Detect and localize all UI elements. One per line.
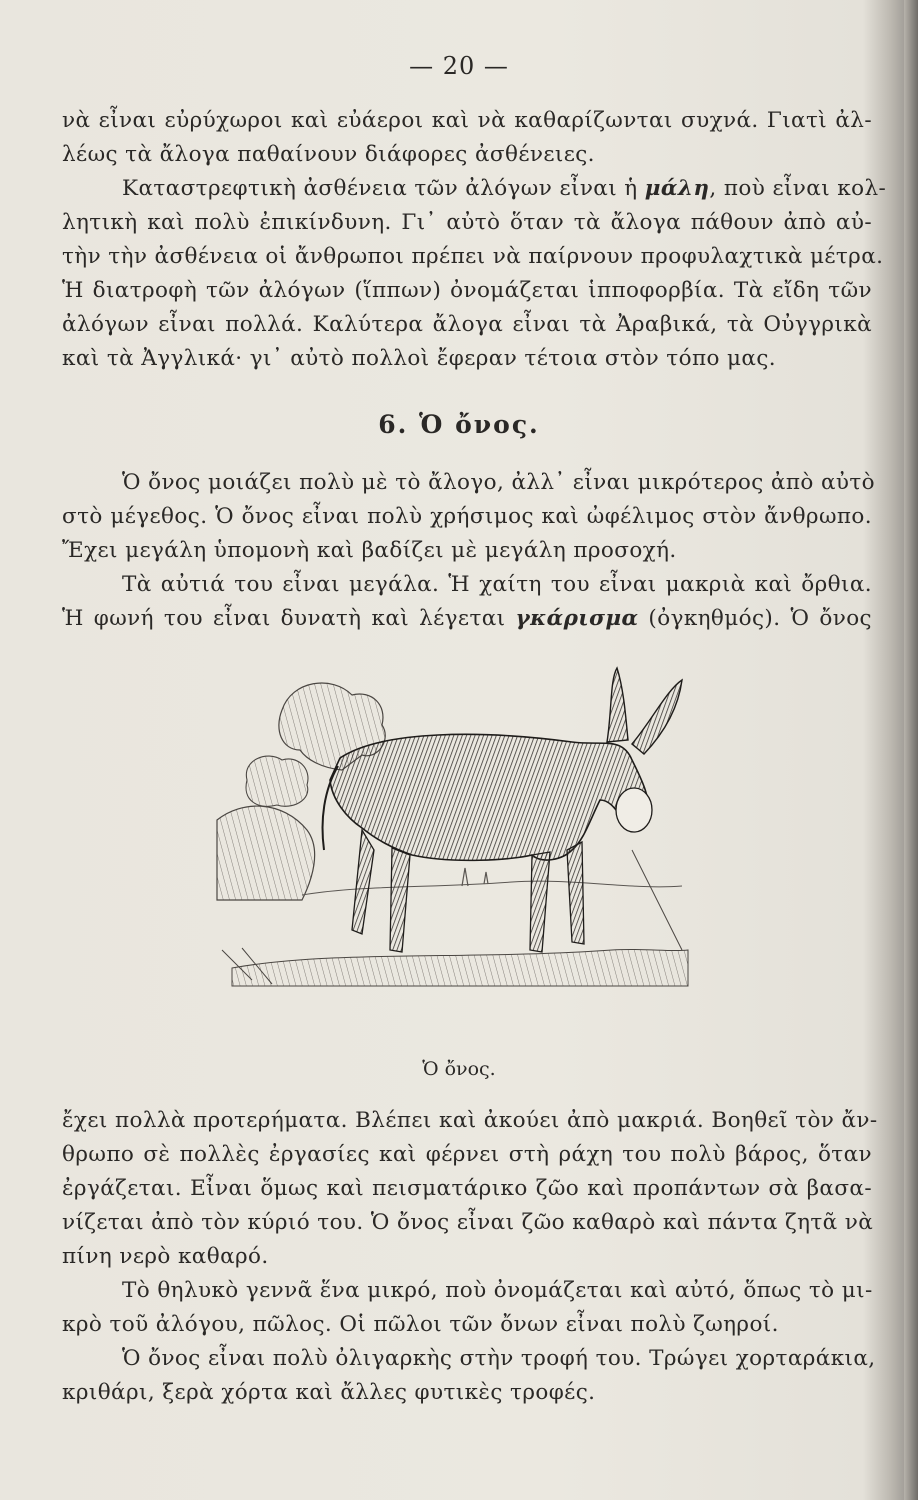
text-line: ἔχει πολλὰ προτερήματα. Βλέπει καὶ ἀκούει ἀπὸ μακριά. Βοηθεῖ τὸν ἄν- — [62, 1108, 878, 1133]
text-line: στὸ μέγεθος. Ὁ ὄνος εἶναι πολὺ χρήσιμος καὶ ὠφέλιμος στὸν ἄνθρωπο. — [62, 504, 872, 529]
text-line: λέως τὰ ἄλογα παθαίνουν διάφορες ἀσθένειες. — [62, 142, 595, 167]
text-line: νὰ εἶναι εὐρύχωροι καὶ εὐάεροι καὶ νὰ καθαρίζωνται συχνά. Γιατὶ ἀλ- — [62, 108, 872, 133]
text-line: ἐργάζεται. Εἶναι ὅμως καὶ πεισματάρικο ζῶο καὶ προπάντων σὰ βασα- — [62, 1176, 872, 1201]
illustration-caption: Ὁ ὄνος. — [422, 1058, 496, 1080]
bush-shape — [246, 756, 308, 806]
text-line-garisma: Ἡ φωνή του εἶναι δυνατὴ καὶ λέγεται γκάρισμα (ὀγκηθμός). Ὁ ὄνος — [62, 606, 872, 631]
text-line: Ἔχει μεγάλη ὑπομονὴ καὶ βαδίζει μὲ μεγάλη προσοχή. — [62, 538, 677, 563]
paragraph-block-donkey-intro — [62, 466, 875, 636]
donkey-leg — [567, 842, 584, 944]
donkey-leg — [352, 830, 374, 934]
donkey-body — [330, 734, 649, 860]
text-line: κριθάρι, ξερὰ χόρτα καὶ ἄλλες φυτικὲς τροφές. — [62, 1380, 596, 1405]
text-line: κρὸ τοῦ ἀλόγου, πῶλος. Οἱ πῶλοι τῶν ὄνων εἶναι πολὺ ζωηροί. — [62, 1312, 779, 1337]
text-line-malis: Καταστρεφτικὴ ἀσθένεια τῶν ἀλόγων εἶναι ἡ μάλη, ποὺ εἶναι κολ- — [122, 176, 887, 201]
text-line: Τὸ θηλυκὸ γεννᾶ ἕνα μικρό, ποὺ ὀνομάζεται καὶ αὐτό, ὅπως τὸ μι- — [122, 1278, 873, 1303]
text-line: πίνη νερὸ καθαρό. — [62, 1244, 269, 1269]
donkey-leg — [530, 852, 550, 952]
rock-shape — [217, 806, 315, 900]
text-line: Ὁ ὄνος μοιάζει πολὺ μὲ τὸ ἄλογο, ἀλλ᾿ εἶναι μικρότερος ἀπὸ αὐτὸ — [122, 470, 875, 495]
donkey-leg — [390, 848, 410, 952]
text-line: νίζεται ἀπὸ τὸν κύριό του. Ὁ ὄνος εἶναι ζῶο καθαρὸ καὶ πάντα ζητᾶ νὰ — [62, 1210, 874, 1235]
donkey-ear-left — [607, 668, 628, 742]
text-line: καὶ τὰ Ἀγγλικά· γι᾿ αὐτὸ πολλοὶ ἔφεραν τέτοια στὸν τόπο μας. — [62, 346, 777, 371]
emphasized-term: γκάρισμα — [515, 606, 639, 631]
donkey-illustration — [212, 650, 690, 1040]
paragraph-block-horse-care — [62, 104, 887, 376]
distant-trees — [462, 868, 488, 886]
text-line: θρωπο σὲ πολλὲς ἐργασίες καὶ φέρνει στὴ ράχη του πολὺ βάρος, ὅταν — [62, 1142, 872, 1167]
page-edge-shadow — [904, 0, 918, 1500]
text-line: λητικὴ καὶ πολὺ ἐπικίνδυνη. Γι᾿ αὐτὸ ὅταν τὰ ἄλογα πάθουν ἀπὸ αὐ- — [62, 210, 872, 235]
text-line: Ὁ ὄνος εἶναι πολὺ ὀλιγαρκὴς στὴν τροφή του. Τρώγει χορταράκια, — [122, 1346, 876, 1371]
donkey-muzzle — [616, 788, 652, 832]
paragraph-block-donkey-traits — [62, 1104, 878, 1410]
page-number: — 20 — — [409, 52, 509, 80]
text-line: τὴν τὴν ἀσθένεια οἱ ἄνθρωποι πρέπει νὰ παίρνουν προφυλαχτικὰ μέτρα. — [62, 244, 884, 269]
text-line: Ἡ διατροφὴ τῶν ἀλόγων (ἵππων) ὀνομάζεται ἱπποφορβία. Τὰ εἴδη τῶν — [62, 278, 872, 303]
section-heading: 6. Ὁ ὄνος. — [378, 410, 540, 439]
donkey-ear-right — [632, 680, 682, 754]
text-line: ἀλόγων εἶναι πολλά. Καλύτερα ἄλογα εἶναι τὰ Ἀραβικά, τὰ Οὐγγρικὰ — [62, 312, 872, 337]
text-line: Τὰ αὐτιά του εἶναι μεγάλα. Ἡ χαίτη του εἶναι μακριὰ καὶ ὄρθια. — [122, 572, 872, 597]
ground-shape — [232, 949, 688, 986]
emphasized-term: μάλη — [644, 176, 710, 201]
